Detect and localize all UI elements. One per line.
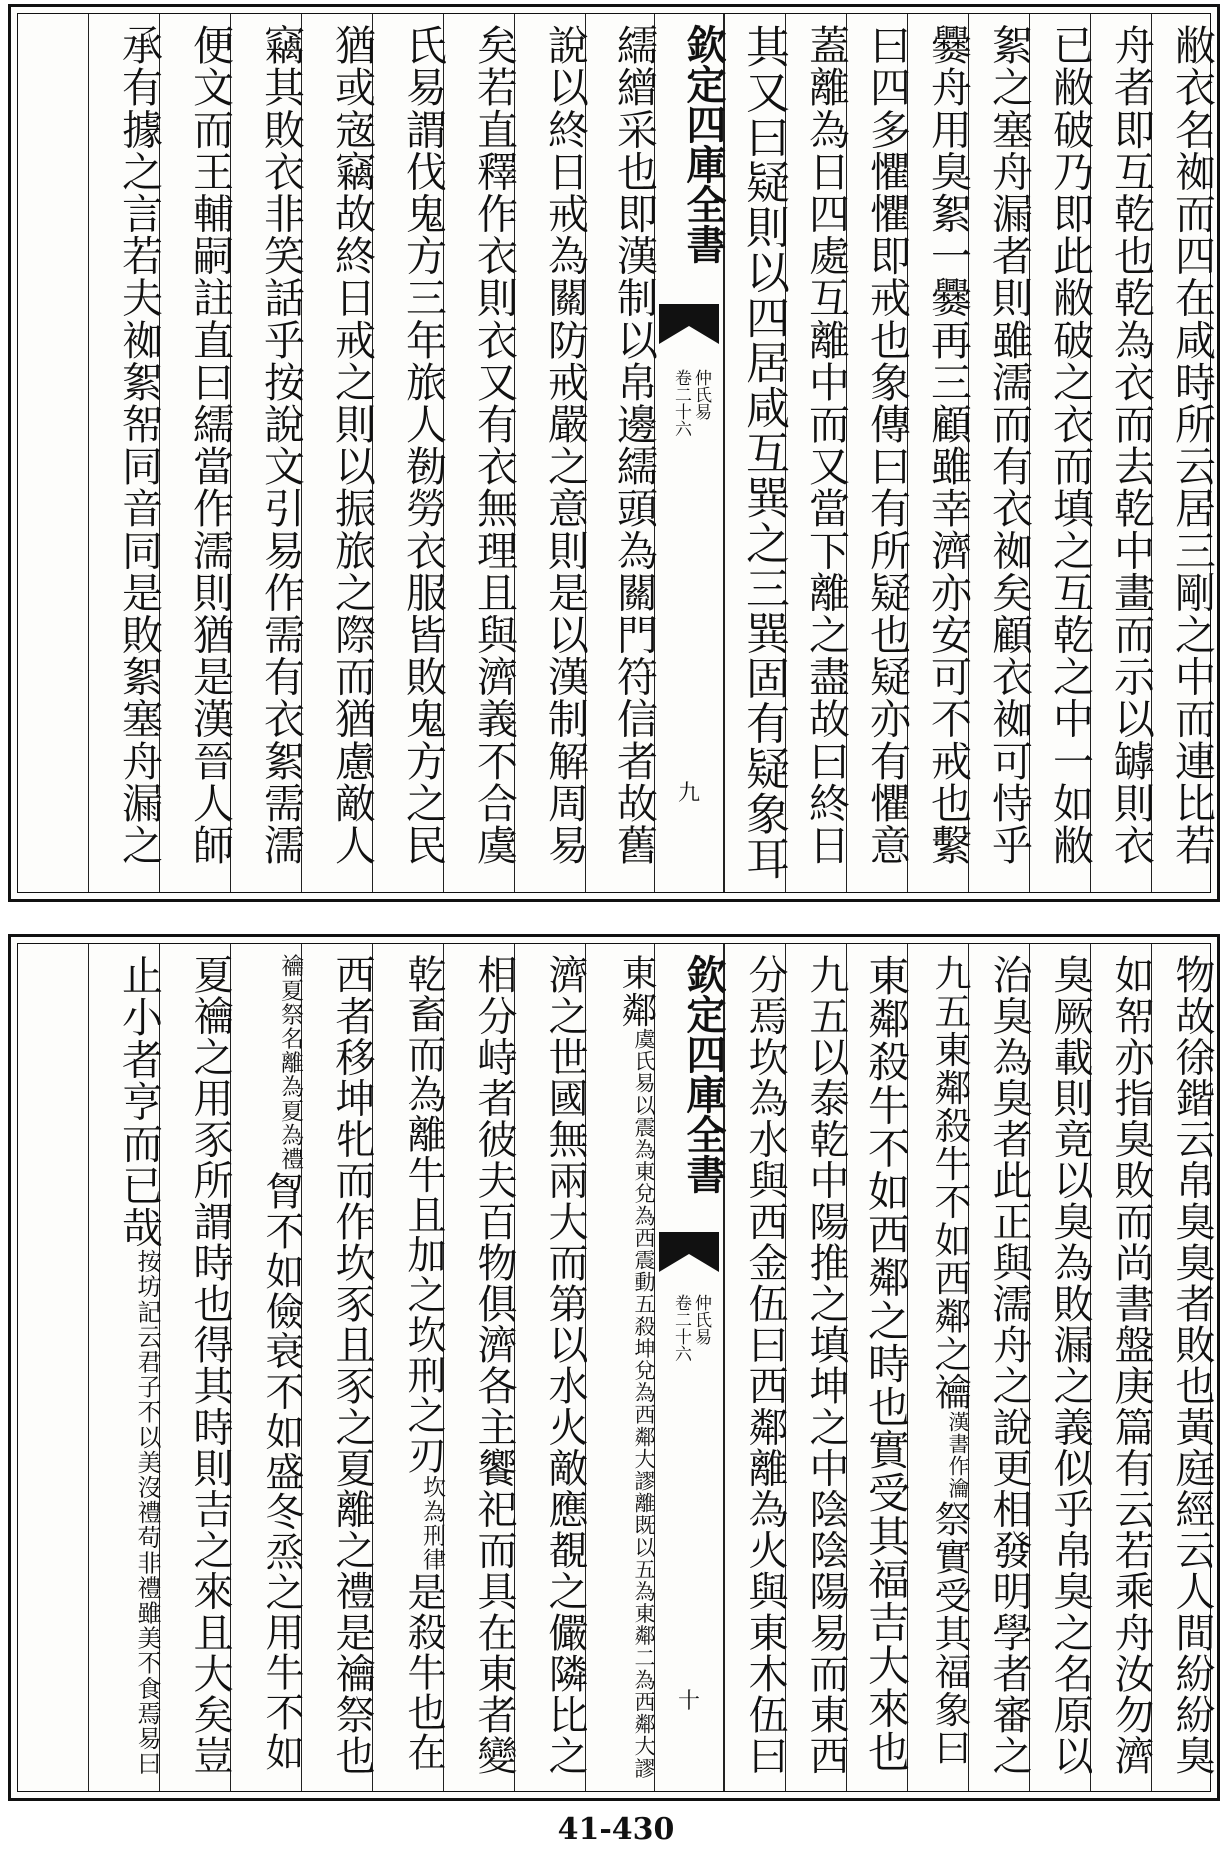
column-text: 矣若直釋作衣則衣又有衣無理且與濟義不合虞 [470, 24, 518, 866]
column-text: 相分峙者彼夫百物俱濟各主饗祀而具在東者變 [471, 954, 517, 1776]
column-text: 如帤亦指臭敗而尚書盤庚篇有云若乘舟汝勿濟 [1108, 954, 1154, 1776]
text-frame-top [17, 13, 1216, 893]
column-text: 治臭為臭者此正與濡舟之說更相發明學者審之 [986, 954, 1032, 1776]
text-column [159, 944, 233, 1791]
text-column [301, 944, 375, 1791]
annotation-note: 禴夏祭名離為夏為禮 [277, 954, 303, 1171]
annotation-note: 按坊記云君子不以美沒禮苟非禮雖美不食焉易曰 [133, 1248, 161, 1776]
text-column [443, 944, 517, 1791]
column-text: 便文而王輔嗣註直曰繻當作濡則猶是漢晉人師 [186, 24, 234, 866]
text-column [514, 944, 588, 1791]
page-block-top [8, 4, 1220, 902]
column-text: 九五以泰乾中陽推之填坤之中陰陰陽易而東西 [803, 954, 849, 1776]
text-column [846, 14, 911, 892]
column-text: 曰四多懼懼即戒也象傳曰有所疑也疑亦有懼意 [863, 24, 911, 866]
text-frame-bottom [17, 943, 1215, 1792]
volume-number: 卷二十六 [671, 1294, 691, 1362]
text-column [159, 14, 234, 892]
text-column [372, 14, 447, 892]
text-column [968, 14, 1033, 892]
center-header-column [654, 944, 727, 1791]
column-text: 爨舟用臭絮一爨再三顧雖幸濟亦安可不戒也繫 [924, 24, 972, 866]
text-column [724, 944, 788, 1791]
column-text: 夏禴之用豕所謂時也得其時則吉之來且大矣豈 [187, 954, 233, 1776]
text-column [1151, 944, 1215, 1791]
column-text: 竊其敗衣非笑話乎按說文引易作需有衣絮需濡 [257, 24, 305, 866]
text-column [585, 14, 658, 892]
column-text: 蓋離為日四處互離中而又當下離之盡故曰終日 [802, 24, 850, 866]
text-column [1029, 944, 1093, 1791]
column-text: 東鄰殺牛不如西鄰之時也實受其福吉大來也 [862, 954, 911, 1773]
main-text: 東鄰 [616, 954, 657, 1029]
text-column [514, 14, 589, 892]
column-text: 已敝破乃即此敝破之衣而填之互乾之中一如敝 [1046, 24, 1094, 866]
text-column [724, 14, 789, 892]
main-text: 止小者亨而已哉 [115, 954, 163, 1249]
column-text: 說以終日戒為關防戒嚴之意則是以漢制解周易 [541, 24, 589, 866]
column-text: 臭厥載則竟以臭為敗漏之義似乎帛臭之名原以 [1047, 954, 1093, 1776]
column-text: 其又曰疑則以四居咸互巽之三巽固有疑象耳 [738, 24, 789, 881]
center-header-column [654, 14, 727, 892]
column-text: 氏易謂伐鬼方三年旅人勌勞衣服皆敗鬼方之民 [399, 24, 447, 866]
column-text [89, 954, 163, 1776]
annotation-note: 漢書作瀹 [946, 1411, 970, 1500]
page-block-bottom [8, 934, 1220, 1801]
text-column [301, 14, 376, 892]
column-text: 承有據之言若夫袽絮帤同音同是敗絮塞舟漏之 [115, 24, 163, 866]
column-text: 繻繒采也即漢制以帛邊繻頭為關門符信者故舊 [610, 24, 658, 866]
folio-number: 十 [677, 1689, 700, 1714]
column-text: 濟之世國無兩大而第以水火敵應覩之儼隣比之 [542, 954, 588, 1776]
fish-tail-mark-icon [659, 304, 719, 350]
column-text [231, 954, 304, 1773]
text-column [907, 14, 972, 892]
main-text: 乾畜而為離牛且加之坎刑之刃 [401, 954, 446, 1476]
main-text: 是殺牛也在 [401, 1571, 446, 1773]
column-text [908, 954, 971, 1767]
main-text: 胷不如儉衰不如盛冬烝之用牛不如 [259, 1170, 304, 1773]
text-column [230, 944, 304, 1791]
text-column [1090, 944, 1154, 1791]
main-text: 九五東鄰殺牛不如西鄰之禴 [928, 954, 971, 1412]
text-column [88, 14, 163, 892]
text-column [1151, 14, 1216, 892]
book-title: 欽定四庫全書 [680, 954, 727, 1194]
text-column [968, 944, 1032, 1791]
text-column [585, 944, 657, 1791]
text-column [785, 14, 850, 892]
column-text: 分焉坎為水與西金伍曰西鄰離為火與東木伍曰 [742, 954, 788, 1776]
text-column [1029, 14, 1094, 892]
annotation-note: 虞氏易以震為東兌為西震動五殺坤兌為西鄰大謬離既以五為東鄰二為西鄰大謬 [632, 1028, 656, 1780]
volume-number: 卷二十六 [671, 369, 691, 437]
column-text: 敝衣名袽而四在咸時所云居三剛之中而連比若 [1168, 24, 1216, 866]
column-text: 猶或宼竊故終日戒之則以振旅之際而猶慮敵人 [328, 24, 376, 866]
column-text [586, 954, 657, 1780]
text-column [372, 944, 446, 1791]
text-column [88, 944, 163, 1791]
page-number-footer: 41-430 [557, 1812, 675, 1847]
column-text: 絮之塞舟漏者則雖濡而有衣袽矣顧衣袽可恃乎 [985, 24, 1033, 866]
folio-number: 九 [677, 781, 700, 806]
column-text: 舟者即互乾也乾為衣而去乾中畫而示以罅則衣 [1107, 24, 1155, 866]
text-column [785, 944, 849, 1791]
fish-tail-mark-icon [659, 1232, 719, 1278]
volume-title: 仲氏易 [691, 1294, 711, 1345]
annotation-note: 坎為刑律 [419, 1475, 445, 1572]
column-text: 物故徐鍇云帛臭臭者敗也黃庭經云人間紛紛臭 [1169, 954, 1215, 1776]
volume-title: 仲氏易 [691, 369, 711, 420]
text-column [846, 944, 911, 1791]
column-text [373, 954, 446, 1773]
book-title: 欽定四庫全書 [680, 24, 727, 264]
text-column [907, 944, 971, 1791]
text-column [1090, 14, 1155, 892]
column-text: 西者移坤牝而作坎豕且豕之夏離之禮是禴祭也 [329, 954, 375, 1776]
text-column [443, 14, 518, 892]
text-column [230, 14, 305, 892]
main-text: 祭實受其福象曰 [928, 1499, 971, 1767]
